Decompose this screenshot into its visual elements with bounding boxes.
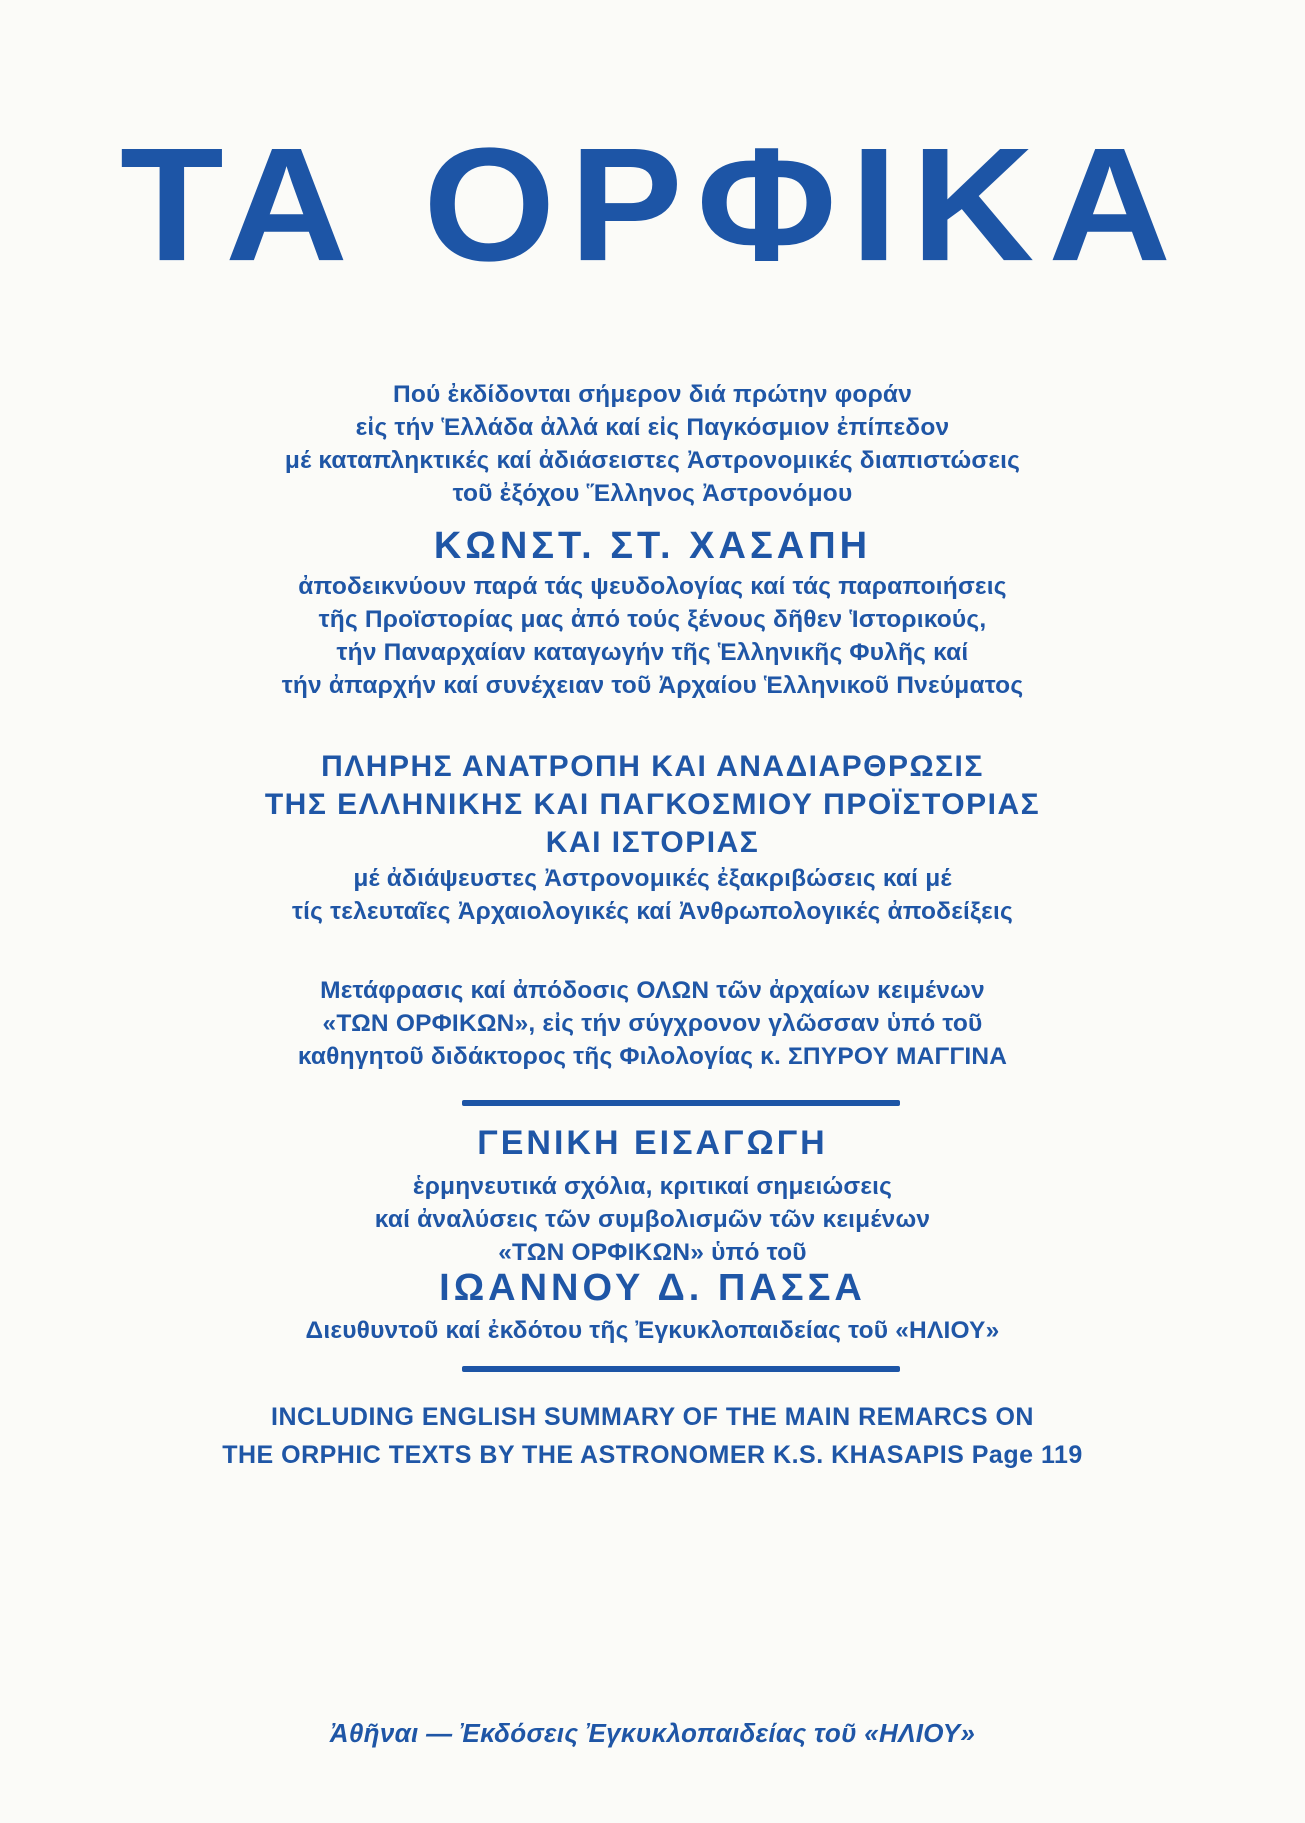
section-translation	[0, 974, 1305, 1073]
section-prehistory	[0, 748, 1305, 862]
section4-line-1: ἑρμηνευτικά σχόλια, κριτικαί σημειώσεις	[412, 1173, 893, 1200]
divider-rule-1	[462, 1100, 900, 1106]
english-line-1: INCLUDING ENGLISH SUMMARY OF THE MAIN REMARCS ON	[271, 1403, 1034, 1431]
book-title: ΤΑ ΟΡΦΙΚΑ	[119, 114, 1186, 296]
intro-line-3: μέ καταπληκτικές καί ἀδιάσειστες Ἀστρονομικές διαπιστώσεις	[284, 447, 1021, 474]
author-name-text: ΚΩΝΣΤ. ΣΤ. ΧΑΣΑΠΗ	[433, 525, 872, 567]
general-introduction-heading	[0, 1124, 1305, 1162]
divider-rule-2	[462, 1366, 900, 1372]
editor-name	[0, 1266, 1305, 1310]
section2-line-1: μέ ἀδιάψευστες Ἀστρονομικές ἐξακριβώσεις καί μέ	[353, 865, 952, 892]
section2-caps-3: ΚΑΙ ΙΣΤΟΡΙΑΣ	[545, 826, 760, 859]
section2-line-2: τίς τελευταῖες Ἀρχαιολογικές καί Ἀνθρωπολογικές ἀποδείξεις	[292, 898, 1013, 925]
intro-block-2	[0, 570, 1305, 702]
section3-line-2: «ΤΩΝ ΟΡΦΙΚΩΝ», εἰς τήν σύγχρονον γλῶσσαν ὑπό τοῦ	[322, 1010, 983, 1037]
intro-line-7: τήν Παναρχαίαν καταγωγήν τῆς Ἑλληνικῆς Φυλῆς καί	[336, 639, 969, 666]
section2-caps-2: ΤΗΣ ΕΛΛΗΝΙΚΗΣ ΚΑΙ ΠΑΓΚΟΣΜΙΟΥ ΠΡΟΪΣΤΟΡΙΑΣ	[264, 788, 1041, 821]
section2-caps-1: ΠΛΗΡΗΣ ΑΝΑΤΡΟΠΗ ΚΑΙ ΑΝΑΔΙΑΡΘΡΩΣΙΣ	[321, 750, 984, 783]
english-line-2: THE ORPHIC TEXTS BY THE ASTRONOMER K.S. KHASAPIS Page 119	[222, 1441, 1083, 1469]
section4-heading: ΓΕΝΙΚΗ ΕΙΣΑΓΩΓΗ	[477, 1124, 828, 1162]
intro-line-1: Πού ἐκδίδονται σήμερον διά πρώτην φοράν	[392, 381, 913, 408]
section3-line-1: Μετάφρασις καί ἀπόδοσις ΟΛΩΝ τῶν ἀρχαίων κειμένων	[320, 977, 985, 1004]
intro-line-2: εἰς τήν Ἑλλάδα ἀλλά καί εἰς Παγκόσμιον ἐπίπεδον	[355, 414, 950, 441]
section4-line-3: «ΤΩΝ ΟΡΦΙΚΩΝ» ὑπό τοῦ	[498, 1239, 807, 1266]
intro-line-5: ἀποδεικνύουν παρά τάς ψευδολογίας καί τάς παραποιήσεις	[298, 573, 1007, 600]
english-summary-note	[0, 1398, 1305, 1474]
intro-line-6: τῆς Προϊστορίας μας ἀπό τούς ξένους δῆθεν Ἱστορικούς,	[318, 606, 987, 633]
publisher-imprint: Ἀθῆναι — Ἐκδόσεις Ἐγκυκλοπαιδείας τοῦ «ΗΛΙΟΥ»	[329, 1718, 976, 1748]
section4-line-2: καί ἀναλύσεις τῶν συμβολισμῶν τῶν κειμένων	[374, 1206, 931, 1233]
intro-line-8: τήν ἀπαρχήν καί συνέχειαν τοῦ Ἀρχαίου Ἑλληνικοῦ Πνεύματος	[281, 672, 1024, 699]
section4-line-4: Διευθυντοῦ καί ἐκδότου τῆς Ἐγκυκλοπαιδείας τοῦ «ΗΛΙΟΥ»	[305, 1317, 1000, 1344]
section3-line-3: καθηγητοῦ διδάκτορος τῆς Φιλολογίας κ. ΣΠΥΡΟΥ ΜΑΓΓΙΝΑ	[297, 1043, 1008, 1070]
section4-text	[0, 1170, 1305, 1269]
intro-line-4: τοῦ ἐξόχου Ἕλληνος Ἀστρονόμου	[452, 480, 853, 507]
author-name	[0, 524, 1305, 568]
editor-title	[0, 1314, 1305, 1347]
section2-text	[0, 862, 1305, 928]
editor-name-text: ΙΩΑΝΝΟΥ Δ. ΠΑΣΣΑ	[439, 1267, 866, 1309]
intro-block	[0, 378, 1305, 510]
